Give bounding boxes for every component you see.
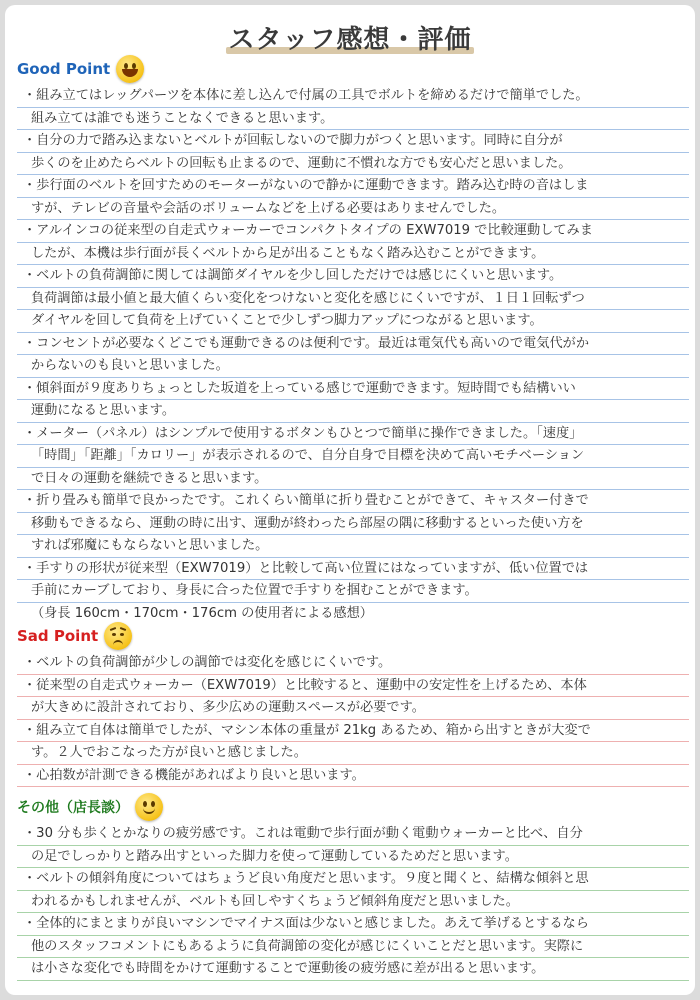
list-item: ・ベルトの傾斜角度についてはちょうど良い角度だと思います。９度と聞くと、結構な傾斜と思 (17, 868, 689, 891)
good-point-list (17, 85, 689, 625)
list-item-continuation: は小さな変化でも時間をかけて運動することで運動後の疲労感に差が出ると思います。 (17, 958, 689, 981)
list-item-continuation: からないのも良いと思いました。 (17, 355, 689, 378)
list-item: ・折り畳みも簡単で良かったです。これくらい簡単に折り畳むことができて、キャスター付きで (17, 490, 689, 513)
list-item: ・30 分も歩くとかなりの疲労感です。これは電動で歩行面が動く電動ウォーカーと比べ、自分 (17, 823, 689, 846)
list-item-continuation: 他のスタッフコメントにもあるように負荷調節の変化が感じにくいことだと思います。実際に (17, 936, 689, 959)
other-list (17, 823, 689, 981)
list-item-continuation: で日々の運動を継続できると思います。 (17, 468, 689, 491)
list-item-continuation: 移動もできるなら、運動の時に出す、運動が終わったら部屋の隅に移動するといった使い方を (17, 513, 689, 536)
good-point-header (17, 53, 689, 85)
good-point-label: Good Point (17, 60, 111, 78)
list-item-continuation: 運動になると思います。 (17, 400, 689, 423)
grinning-face-icon (116, 55, 144, 83)
sad-point-list (17, 652, 689, 787)
list-item-continuation: ダイヤルを回して負荷を上げていくことで少しずつ脚力アップにつながると思います。 (17, 310, 689, 333)
list-item: ・アルインコの従来型の自走式ウォーカーでコンパクトタイプの EXW7019 で比較運動してみま (17, 220, 689, 243)
list-item: ・ベルトの負荷調節に関しては調節ダイヤルを少し回しただけでは感じにくいと思います。 (17, 265, 689, 288)
list-item-continuation: 手前にカーブしており、身長に合った位置で手すりを掴むことができます。 (17, 580, 689, 603)
list-item-continuation: すが、テレビの音量や会話のボリュームなどを上げる必要はありませんでした。 (17, 198, 689, 221)
list-item: ・組み立て自体は簡単でしたが、マシン本体の重量が 21kg あるため、箱から出すときが大変で (17, 720, 689, 743)
other-section (17, 791, 689, 981)
page-title-text: スタッフ感想・評価 (228, 25, 472, 55)
list-item: ・手すりの形状が従来型（EXW7019）と比較して高い位置にはなっていますが、低い位置では (17, 558, 689, 581)
page-title (222, 19, 477, 56)
good-point-section (17, 53, 689, 625)
list-item: ・従来型の自走式ウォーカー（EXW7019）と比較すると、運動中の安定性を上げるため、本体 (17, 675, 689, 698)
list-item-continuation: 「時間」「距離」「カロリー」が表示されるので、自分自身で目標を決めて高いモチベーション (17, 445, 689, 468)
sad-point-header (17, 620, 689, 652)
sad-point-section (17, 620, 689, 787)
review-card (5, 5, 695, 995)
list-item: ・コンセントが必要なくどこでも運動できるのは便利です。最近は電気代も高いので電気代がか (17, 333, 689, 356)
tester-note: （身長 160cm・170cm・176cm の使用者による感想） (31, 605, 373, 621)
list-item-continuation: が大きめに設計されており、多少広めの運動スペースが必要です。 (17, 697, 689, 720)
list-item: ・傾斜面が９度ありちょっとした坂道を上っている感じで運動できます。短時間でも結構いい (17, 378, 689, 401)
list-item-continuation: の足でしっかりと踏み出すといった脚力を使って運動しているためだと思います。 (17, 846, 689, 869)
list-item-continuation: 組み立ては誰でも迷うことなくできると思います。 (17, 108, 689, 131)
list-item-continuation: したが、本機は歩行面が長くベルトから足が出ることもなく踏み込むことができます。 (17, 243, 689, 266)
list-item-continuation: 負荷調節は最小値と最大値くらい変化をつけないと変化を感じにくいですが、１日１回転ずつ (17, 288, 689, 311)
sad-face-icon (104, 622, 132, 650)
other-header (17, 791, 689, 823)
page-title-wrap (5, 19, 695, 56)
list-item-continuation: われるかもしれませんが、ベルトも回しやすくちょうど傾斜角度だと思いました。 (17, 891, 689, 914)
list-item-continuation: す。２人でおこなった方が良いと感じました。 (17, 742, 689, 765)
list-item: ・メーター（パネル）はシンプルで使用するボタンもひとつで簡単に操作できました。「速度」 (17, 423, 689, 446)
list-item: ・心拍数が計測できる機能があればより良いと思います。 (17, 765, 689, 788)
list-item: ・ベルトの負荷調節が少しの調節では変化を感じにくいです。 (17, 652, 689, 675)
list-item: ・全体的にまとまりが良いマシンでマイナス面は少ないと感じました。あえて挙げるとするなら (17, 913, 689, 936)
smiling-face-icon (135, 793, 163, 821)
list-item-continuation: 歩くのを止めたらベルトの回転も止まるので、運動に不慣れな方でも安心だと思いました。 (17, 153, 689, 176)
list-item: ・組み立てはレッグパーツを本体に差し込んで付属の工具でボルトを締めるだけで簡単でした。 (17, 85, 689, 108)
list-item-continuation: すれば邪魔にもならないと思いました。 (17, 535, 689, 558)
other-label: その他（店長談） (17, 800, 129, 816)
sad-point-label: Sad Point (17, 627, 99, 645)
list-item: ・歩行面のベルトを回すためのモーターがないので静かに運動できます。踏み込む時の音はしま (17, 175, 689, 198)
list-item: ・自分の力で踏み込まないとベルトが回転しないので脚力がつくと思います。同時に自分が (17, 130, 689, 153)
